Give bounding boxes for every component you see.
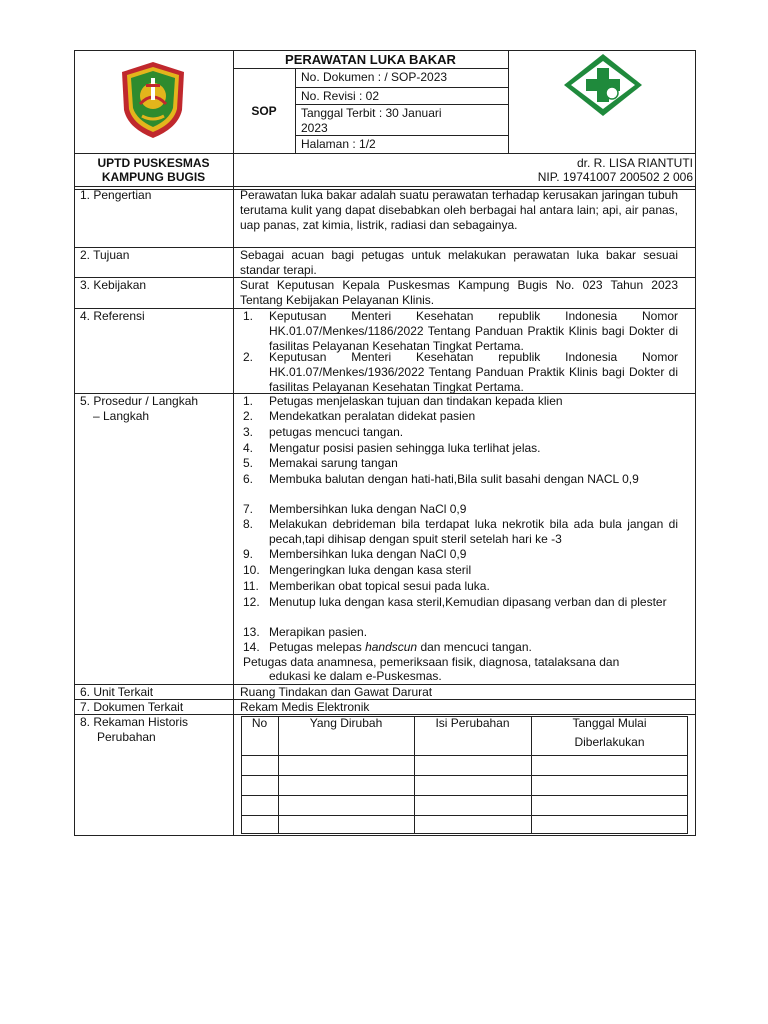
prosedur-label-line1: 5. Prosedur / Langkah (80, 394, 199, 408)
puskesmas-logo-icon (562, 52, 644, 118)
org-name-line2: KAMPUNG BUGIS (101, 170, 206, 184)
unit-text: Ruang Tindakan dan Gawat Darurat (240, 685, 433, 699)
document-title: PERAWATAN LUKA BAKAR (285, 52, 456, 67)
step-text: Petugas melepas handscun dan mencuci tangan. (269, 640, 532, 654)
step-text: Memberikan obat topical sesui pada luka. (269, 579, 490, 593)
referensi-label: 4. Referensi (80, 309, 145, 323)
history-header-changed: Yang Dirubah (309, 716, 383, 730)
step-text: Menutup luka dengan kasa steril,Kemudian dipasang verban dan di plester (269, 595, 667, 609)
prosedur-label-line2: – Langkah (93, 409, 150, 423)
step-number: 4. (243, 441, 254, 455)
dokumen-label: 7. Dokumen Terkait (80, 700, 184, 714)
pengertian-text: Perawatan luka bakar adalah suatu perawatan terhadap kerusakan jaringan tubuh terutama kulit yang dapat disebabkan oleh berbagai hal antara lain; api, air panas, uap panas, zat kimia, listrik, radiasi dan sebagainya. (240, 188, 678, 232)
step-number: 11. (243, 579, 259, 593)
step-text: Membuka balutan dengan hati-hati,Bila sulit basahi dengan NACL 0,9 (269, 472, 639, 486)
step-text: Mengatur posisi pasien sehingga luka terlihat jelas. (269, 441, 541, 455)
step-number: 12. (243, 595, 260, 609)
prosedur-closing-line1: Petugas data anamnesa, pemeriksaan fisik, diagnosa, tatalaksana dan (243, 655, 620, 669)
step-number: 3. (243, 425, 254, 439)
history-header-date-line1: Tanggal Mulai (572, 716, 647, 730)
rekaman-label-line2: Perubahan (97, 730, 156, 744)
pengertian-label: 1. Pengertian (80, 188, 152, 202)
issue-date-line2: 2023 (301, 121, 328, 135)
dokumen-text: Rekam Medis Elektronik (240, 700, 370, 714)
step-number: 8. (243, 517, 254, 531)
referensi-number: 1. (243, 309, 254, 323)
step-text: petugas mencuci tangan. (269, 425, 404, 439)
referensi-number: 2. (243, 350, 254, 364)
step-number: 5. (243, 456, 254, 470)
step-text: Membersihkan luka dengan NaCl 0,9 (269, 502, 467, 516)
prosedur-closing-line2: edukasi ke dalam e-Puskesmas. (269, 669, 442, 683)
step-text: Petugas menjelaskan tujuan dan tindakan kepada klien (269, 394, 563, 408)
step-emphasis: handscun (365, 640, 418, 654)
step-number: 14. (243, 640, 260, 654)
page-number: Halaman : 1/2 (301, 137, 376, 151)
step-number: 13. (243, 625, 260, 639)
sop-label: SOP (251, 104, 277, 118)
step-text: Mengeringkan luka dengan kasa steril (269, 563, 472, 577)
org-name-line1: UPTD PUSKESMAS (97, 156, 210, 170)
step-text: Memakai sarung tangan (269, 456, 398, 470)
unit-label: 6. Unit Terkait (80, 685, 154, 699)
tujuan-text: Sebagai acuan bagi petugas untuk melakukan perawatan luka bakar sesuai standar terapi. (240, 248, 678, 277)
kebijakan-text: Surat Keputusan Kepala Puskesmas Kampung Bugis No. 023 Tahun 2023 Tentang Kebijakan Pelayanan Klinis. (240, 278, 678, 307)
history-header-date-line2: Diberlakukan (574, 735, 645, 749)
tujuan-label: 2. Tujuan (80, 248, 130, 262)
issue-date-line1: Tanggal Terbit : 30 Januari (301, 106, 442, 120)
history-header-no: No (251, 716, 268, 730)
signer-name: dr. R. LISA RIANTUTI (576, 156, 693, 170)
step-number: 10. (243, 563, 260, 577)
step-text: Melakukan debrideman bila terdapat luka nekrotik bila ada bula jangan di pecah,tapi dihisap dengan spuit steril setelah hari ke -3 (269, 517, 678, 546)
rekaman-label-line1: 8. Rekaman Historis (80, 715, 189, 729)
kebijakan-label: 3. Kebijakan (80, 278, 147, 292)
referensi-item: Keputusan Menteri Kesehatan republik Indonesia Nomor HK.01.07/Menkes/1186/2022 Tentang Panduan Praktik Klinis bagi Dokter di fasilitas Pelayanan Kesehatan Tingkat Pertama. (269, 309, 678, 353)
step-number: 1. (243, 394, 254, 408)
step-text: Mendekatkan peralatan didekat pasien (269, 409, 476, 423)
referensi-item: Keputusan Menteri Kesehatan republik Indonesia Nomor HK.01.07/Menkes/1936/2022 Tentang Panduan Praktik Klinis bagi Dokter di fasilitas Pelayanan Kesehatan Tingkat Pertama. (269, 350, 678, 394)
signer-nip: NIP. 19741007 200502 2 006 (537, 170, 693, 184)
step-text: Membersihkan luka dengan NaCl 0,9 (269, 547, 467, 561)
step-number: 7. (243, 502, 254, 516)
step-number: 6. (243, 472, 254, 486)
document-number: No. Dokumen : / SOP-2023 (301, 70, 448, 84)
step-number: 9. (243, 547, 254, 561)
step-text: Merapikan pasien. (269, 625, 368, 639)
regional-emblem-icon (118, 60, 188, 140)
revision-number: No. Revisi : 02 (301, 89, 380, 103)
step-number: 2. (243, 409, 254, 423)
history-header-content: Isi Perubahan (435, 716, 510, 730)
